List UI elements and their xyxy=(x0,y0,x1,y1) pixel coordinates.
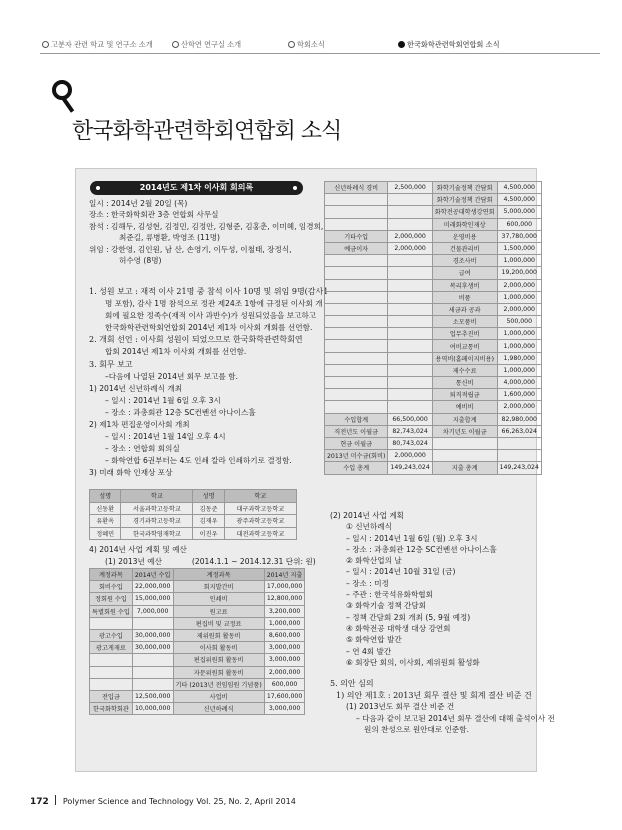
table-cell: 1,500,000 xyxy=(497,242,541,254)
table-cell: 1,000,000 xyxy=(497,328,541,340)
table-cell xyxy=(432,450,497,462)
journal-info: Polymer Science and Technology Vol. 25, No. 2, April 2014 xyxy=(62,797,296,806)
table-cell: 신동환 xyxy=(90,502,121,515)
table-cell xyxy=(325,377,388,389)
table-cell: 경기과학고등학교 xyxy=(121,515,193,528)
body-line: 1) 2014년 신년하례식 개최 xyxy=(89,383,183,393)
table-row xyxy=(90,690,305,702)
table-row xyxy=(90,515,297,528)
table-row xyxy=(90,642,305,654)
table-cell: 2,000,000 xyxy=(388,450,432,462)
table-row xyxy=(325,413,542,425)
body-line: 2. 개회 선언 : 이사회 성원이 되었으므로 한국화학관련학회연 xyxy=(89,335,303,345)
table-cell: 4,500,000 xyxy=(497,194,541,206)
table-cell xyxy=(325,340,388,352)
table-cell: 세금과 공과 xyxy=(432,303,497,315)
table-cell: 1,000,000 xyxy=(497,364,541,376)
meeting-date: 일시 : 2014년 2월 20일 (목) xyxy=(89,199,188,208)
table-cell: 회지발간비 xyxy=(173,581,264,593)
budget-table-left xyxy=(89,568,305,715)
table-cell: 미래화학인재상 xyxy=(432,218,497,230)
table-cell: 66,263,024 xyxy=(497,425,541,437)
table-cell xyxy=(325,303,388,315)
body-line: – 화학연합 6권부터는 4도 인쇄 칼라 인쇄하기로 결정함. xyxy=(105,456,292,466)
table-row xyxy=(90,527,297,540)
table-cell: 66,500,000 xyxy=(388,413,432,425)
table-header-row xyxy=(90,569,305,581)
top-navigation xyxy=(40,38,600,56)
body-line: ③ 화학기술 정책 간담회 xyxy=(346,601,427,611)
table-cell xyxy=(90,678,133,690)
bullet-icon xyxy=(96,186,100,190)
table-cell: 19,200,000 xyxy=(497,267,541,279)
nav-label: 학회소식 xyxy=(297,40,325,49)
table-cell: 원고료 xyxy=(173,605,264,617)
table-cell: 17,000,000 xyxy=(264,581,305,593)
bullet-icon xyxy=(293,186,297,190)
table-cell: 신년하례식 경비 xyxy=(325,182,388,194)
body-line: ⑤ 화학연합 발간 xyxy=(346,635,402,645)
table-header: 2014년 수입 xyxy=(132,569,173,581)
circle-icon xyxy=(42,41,49,48)
table-row xyxy=(325,267,542,279)
table-cell: 2013년 미수금(회비) xyxy=(325,450,388,462)
body-line: – 장소 : 과총회관 12층 SC컨벤션 아나이스홀 xyxy=(346,544,497,554)
nav-rule xyxy=(40,53,600,54)
table-cell: 예비비 xyxy=(432,401,497,413)
circle-icon xyxy=(172,41,179,48)
filled-circle-icon xyxy=(398,41,405,48)
table-cell: 3,000,000 xyxy=(264,654,305,666)
table-cell: 1,000,000 xyxy=(497,255,541,267)
table-cell: 이진우 xyxy=(193,527,224,540)
table-cell xyxy=(388,206,432,218)
table-cell: 1,980,000 xyxy=(497,352,541,364)
table-cell: 2,000,000 xyxy=(497,401,541,413)
table-row xyxy=(325,279,542,291)
table-row xyxy=(325,364,542,376)
table-cell xyxy=(388,255,432,267)
table-cell: 12,800,000 xyxy=(264,593,305,605)
table-cell: 82,743,024 xyxy=(388,425,432,437)
table-row xyxy=(325,218,542,230)
table-cell: 82,980,000 xyxy=(497,413,541,425)
table-row xyxy=(90,629,305,641)
plan-title: 4) 2014년 사업 계획 및 예산 xyxy=(89,545,187,554)
table-cell: 7,000,000 xyxy=(132,605,173,617)
award-table xyxy=(89,489,297,540)
table-cell xyxy=(325,316,388,328)
table-cell: 제수수료 xyxy=(432,364,497,376)
table-row xyxy=(90,581,305,593)
nav-item-labs[interactable] xyxy=(172,40,241,50)
table-cell: 광고게재료 xyxy=(90,642,133,654)
table-row xyxy=(325,242,542,254)
body-line: (2) 2014년 사업 계획 xyxy=(330,511,405,520)
table-cell: 30,000,000 xyxy=(132,642,173,654)
table-row xyxy=(325,230,542,242)
table-cell: 정혜민 xyxy=(90,527,121,540)
table-cell: 복리후생비 xyxy=(432,279,497,291)
table-row xyxy=(325,352,542,364)
table-row xyxy=(325,462,542,474)
table-cell: 500,000 xyxy=(497,316,541,328)
table-cell: 전입금 xyxy=(90,690,133,702)
table-cell: 2,000,000 xyxy=(388,230,432,242)
body-line: ⑥ 회장단 회의, 이사회, 제위원회 활성화 xyxy=(346,657,480,667)
meeting-header-text: 2014년도 제1차 이사회 회의록 xyxy=(139,183,254,192)
table-cell: 15,000,000 xyxy=(132,593,173,605)
table-cell: 12,500,000 xyxy=(132,690,173,702)
meeting-info xyxy=(89,198,323,266)
plan-period: (2014.1.1 ~ 2014.12.31 단위: 원) xyxy=(191,556,316,566)
plan-sub xyxy=(89,556,316,568)
meeting-header xyxy=(90,181,303,195)
table-cell: 대구과학고등학교 xyxy=(224,502,296,515)
table-cell: 2,000,000 xyxy=(264,666,305,678)
table-cell: 제위원회 활동비 xyxy=(173,629,264,641)
body-line: – 장소 : 미정 xyxy=(346,578,389,588)
ring-stem-decoration xyxy=(62,97,74,112)
table-cell xyxy=(497,437,541,449)
ring-icon xyxy=(52,80,72,100)
table-cell: 회비수입 xyxy=(90,581,133,593)
agenda-line: 5. 의안 심의 xyxy=(330,679,374,688)
meeting-place: 장소 : 한국화학회관 3층 연합회 사무실 xyxy=(89,210,219,220)
body-line: – 일시 : 2014년 1월 6일 (월) 오후 3시 xyxy=(346,533,478,543)
table-row xyxy=(325,206,542,218)
table-cell: 3,200,000 xyxy=(264,605,305,617)
body-line: 1. 성원 보고 : 재적 이사 21명 중 참석 이사 10명 및 위임 9명(감사1 xyxy=(89,287,329,296)
table-row xyxy=(325,194,542,206)
table-cell xyxy=(388,377,432,389)
table-cell xyxy=(90,666,133,678)
table-cell: 2,000,000 xyxy=(497,279,541,291)
table-cell xyxy=(388,303,432,315)
page-footer xyxy=(30,795,296,807)
body-line: ① 신년하례식 xyxy=(346,522,392,532)
table-cell: 김동준 xyxy=(193,502,224,515)
table-row xyxy=(325,328,542,340)
table-cell xyxy=(388,389,432,401)
table-cell xyxy=(325,352,388,364)
table-cell xyxy=(90,617,133,629)
table-cell: 149,243,024 xyxy=(497,462,541,474)
table-cell: 80,743,024 xyxy=(388,437,432,449)
table-cell xyxy=(325,401,388,413)
table-cell: 1,000,000 xyxy=(497,291,541,303)
table-cell: 김재우 xyxy=(193,515,224,528)
budget-right-body xyxy=(325,182,542,475)
agenda-line: (1) 2013년도 회무 결산 비준 건 xyxy=(346,702,455,712)
nav-label: 고분자 관련 학교 및 연구소 소개 xyxy=(51,40,153,49)
table-cell xyxy=(388,267,432,279)
table-row xyxy=(325,401,542,413)
table-cell: 화학전공대학생강연회 xyxy=(432,206,497,218)
table-cell: 비품 xyxy=(432,291,497,303)
nav-label: 한국화학관련학회연합회 소식 xyxy=(407,40,500,49)
table-row xyxy=(325,255,542,267)
table-cell: 17,600,000 xyxy=(264,690,305,702)
table-row xyxy=(90,593,305,605)
table-cell xyxy=(325,218,388,230)
table-row xyxy=(90,678,305,690)
table-cell xyxy=(388,352,432,364)
table-cell: 편집비 및 교정료 xyxy=(173,617,264,629)
table-cell xyxy=(325,194,388,206)
table-cell: 600,000 xyxy=(264,678,305,690)
table-row xyxy=(90,654,305,666)
agenda xyxy=(330,678,555,736)
table-cell xyxy=(325,279,388,291)
table-cell: 차기년도 이월금 xyxy=(432,425,497,437)
table-cell: 4,000,000 xyxy=(497,377,541,389)
meeting-proxies-cont: 허수영 (8명) xyxy=(119,256,162,266)
table-cell: 소모품비 xyxy=(432,316,497,328)
plan-heading xyxy=(89,544,316,567)
table-cell: 정회원 수입 xyxy=(90,593,133,605)
table-cell: 지출합계 xyxy=(432,413,497,425)
body-line: 한국화학관련학회연합회 2014년 제1차 이사회 개회를 선언함. xyxy=(105,323,313,333)
budget-table-right xyxy=(324,181,542,475)
table-cell: 인쇄비 xyxy=(173,593,264,605)
table-row xyxy=(325,340,542,352)
table-cell xyxy=(325,206,388,218)
table-cell: 편집위원회 활동비 xyxy=(173,654,264,666)
table-cell: 1,000,000 xyxy=(497,340,541,352)
table-cell xyxy=(325,291,388,303)
table-row xyxy=(325,303,542,315)
table-cell xyxy=(388,218,432,230)
table-header: 성명 xyxy=(193,490,224,503)
table-cell xyxy=(388,401,432,413)
table-cell: 운영비용 xyxy=(432,230,497,242)
table-cell xyxy=(325,255,388,267)
body-line: – 정책 간담회 2회 개최 (5, 9월 예정) xyxy=(346,612,471,622)
table-row xyxy=(90,666,305,678)
table-cell xyxy=(388,364,432,376)
table-cell xyxy=(325,364,388,376)
table-row xyxy=(325,389,542,401)
table-cell: 22,000,000 xyxy=(132,581,173,593)
table-cell xyxy=(388,316,432,328)
table-header: 계정과목 xyxy=(173,569,264,581)
table-cell: 3,000,000 xyxy=(264,703,305,715)
body-line: – 일시 : 2014년 1월 6일 오후 3시 xyxy=(105,395,221,405)
table-cell xyxy=(388,279,432,291)
table-header: 계정과목 xyxy=(90,569,133,581)
table-cell xyxy=(132,678,173,690)
table-cell: 3,000,000 xyxy=(264,642,305,654)
table-row xyxy=(90,605,305,617)
table-cell: 기타수입 xyxy=(325,230,388,242)
table-cell: 화학기술정책 간담회 xyxy=(432,194,497,206)
table-cell: 광고수입 xyxy=(90,629,133,641)
table-cell: 10,000,000 xyxy=(132,703,173,715)
table-cell: 급여 xyxy=(432,267,497,279)
table-cell: 8,600,000 xyxy=(264,629,305,641)
table-cell: 1,000,000 xyxy=(264,617,305,629)
agenda-line: – 다음과 같이 보고된 2014년 회무 결산에 대해 출석이사 전 xyxy=(356,713,555,723)
table-cell: 지출 총계 xyxy=(432,462,497,474)
table-cell: 화학기술정책 간담회 xyxy=(432,182,497,194)
table-cell: 4,500,000 xyxy=(497,182,541,194)
meeting-attendees-cont: 최준길, 류병환, 박영조 (11명) xyxy=(119,233,221,243)
table-cell: 이사회 활동비 xyxy=(173,642,264,654)
table-cell: 퇴직적립금 xyxy=(432,389,497,401)
nav-item-schools[interactable] xyxy=(42,40,153,50)
table-cell: 사업비 xyxy=(173,690,264,702)
table-cell: 한국과학영재학교 xyxy=(121,527,193,540)
table-cell: 30,000,000 xyxy=(132,629,173,641)
nav-item-society-news[interactable] xyxy=(288,40,325,50)
body-line: 2) 제1차 편집운영이사회 개최 xyxy=(89,420,190,430)
table-cell: 한국화학회관 xyxy=(90,703,133,715)
table-cell: 2,000,000 xyxy=(497,303,541,315)
table-cell xyxy=(132,654,173,666)
table-cell: 현금 이월금 xyxy=(325,437,388,449)
body-line: 합회 2014년 제1차 이사회 개회를 선언함. xyxy=(105,347,247,357)
table-cell: 업무추진비 xyxy=(432,328,497,340)
page-title: 한국화학관련학회연합회 소식 xyxy=(72,119,342,144)
table-cell: 직전년도 이월금 xyxy=(325,425,388,437)
table-cell xyxy=(388,194,432,206)
table-row xyxy=(325,425,542,437)
table-cell: 기타 (2013년 전임임원 기념품) xyxy=(173,678,264,690)
table-cell: 건물관리비 xyxy=(432,242,497,254)
table-row xyxy=(325,437,542,449)
agenda-line: 원의 찬성으로 원안대로 인준함. xyxy=(364,725,470,735)
body-line: ④ 화학전공 대학생 대상 강연회 xyxy=(346,623,451,633)
body-line: – 연 4회 발간 xyxy=(346,646,392,656)
body-line: –다음에 나열된 2014년 회무 보고를 함. xyxy=(105,371,238,381)
table-cell: 1,600,000 xyxy=(497,389,541,401)
body-line: – 일시 : 2014년 10월 31일 (금) xyxy=(346,567,456,577)
table-header: 학교 xyxy=(224,490,296,503)
table-cell: 서울과학고등학교 xyxy=(121,502,193,515)
page-number: 172 xyxy=(30,797,49,807)
table-cell: 149,243,024 xyxy=(388,462,432,474)
table-cell: 광주과학고등학교 xyxy=(224,515,296,528)
table-row xyxy=(325,291,542,303)
table-cell: 2,500,000 xyxy=(388,182,432,194)
body-line: – 주관 : 한국석유화학협회 xyxy=(346,590,433,600)
table-cell xyxy=(432,437,497,449)
table-row xyxy=(90,703,305,715)
body-line: 명 포함), 감사 1명 참석으로 정관 제24조 1항에 규정된 이사회 개 xyxy=(105,299,323,309)
table-cell: 수입합계 xyxy=(325,413,388,425)
body-line: ② 화학산업의 날 xyxy=(346,556,402,566)
table-cell: 신년하례식 xyxy=(173,703,264,715)
agenda-line: 1) 의안 제1호 : 2013년 회무 결산 및 회계 결산 비준 건 xyxy=(336,690,532,700)
right-body xyxy=(330,510,497,668)
table-cell xyxy=(90,654,133,666)
table-cell xyxy=(132,666,173,678)
body-line: 회에 필요한 정족수(재적 이사 과반수)가 성원되었음을 보고하고 xyxy=(105,311,317,321)
table-cell: 자문위원회 활동비 xyxy=(173,666,264,678)
table-cell xyxy=(325,267,388,279)
table-cell xyxy=(388,328,432,340)
table-cell: 여비교통비 xyxy=(432,340,497,352)
table-row xyxy=(90,502,297,515)
table-cell: 600,000 xyxy=(497,218,541,230)
table-cell: 용역비(홈페이지비용) xyxy=(432,352,497,364)
table-header: 2014년 지출 xyxy=(264,569,305,581)
table-cell xyxy=(388,291,432,303)
table-cell xyxy=(325,328,388,340)
table-cell: 수입 총계 xyxy=(325,462,388,474)
table-cell: 예금이자 xyxy=(325,242,388,254)
table-header: 학교 xyxy=(121,490,193,503)
table-cell: 특별회원 수입 xyxy=(90,605,133,617)
footer-divider xyxy=(55,795,56,805)
body-line: 3) 미래 화학 인재상 포상 xyxy=(89,468,173,478)
body-line: 3. 회무 보고 xyxy=(89,359,133,369)
table-row xyxy=(325,450,542,462)
table-row xyxy=(325,182,542,194)
budget-left-body xyxy=(90,581,305,715)
nav-label: 산학연 연구실 소개 xyxy=(181,40,242,49)
table-cell xyxy=(497,450,541,462)
table-cell: 경조사비 xyxy=(432,255,497,267)
nav-item-federation-news[interactable] xyxy=(398,40,500,50)
body-line: – 장소 : 과총회관 12층 SC컨벤션 아나이스홀 xyxy=(105,407,256,417)
table-cell: 대전과학고등학교 xyxy=(224,527,296,540)
table-row xyxy=(325,377,542,389)
meeting-attendees: 참석 : 김해두, 김성현, 김정민, 김정안, 김형준, 김홍춘, 이미혜, 임경희, xyxy=(89,221,324,231)
table-cell xyxy=(325,389,388,401)
table-cell xyxy=(388,340,432,352)
table-cell: 유환옥 xyxy=(90,515,121,528)
table-cell xyxy=(132,617,173,629)
left-body xyxy=(89,286,328,480)
circle-icon xyxy=(288,41,295,48)
table-cell: 37,780,000 xyxy=(497,230,541,242)
table-header: 성명 xyxy=(90,490,121,503)
meeting-proxies: 위임 : 강한영, 김인원, 남 산, 손영기, 이두성, 이철태, 장정식, xyxy=(89,244,292,254)
plan-subtitle: (1) 2013년 예산 xyxy=(105,556,162,566)
table-cell: 2,000,000 xyxy=(388,242,432,254)
table-row xyxy=(325,316,542,328)
table-header-row xyxy=(90,490,297,503)
table-cell: 통신비 xyxy=(432,377,497,389)
body-line: – 장소 : 연합회 회의실 xyxy=(105,444,180,454)
table-cell: 5,000,000 xyxy=(497,206,541,218)
body-line: – 일시 : 2014년 1월 14일 오후 4시 xyxy=(105,432,226,442)
table-row xyxy=(90,617,305,629)
